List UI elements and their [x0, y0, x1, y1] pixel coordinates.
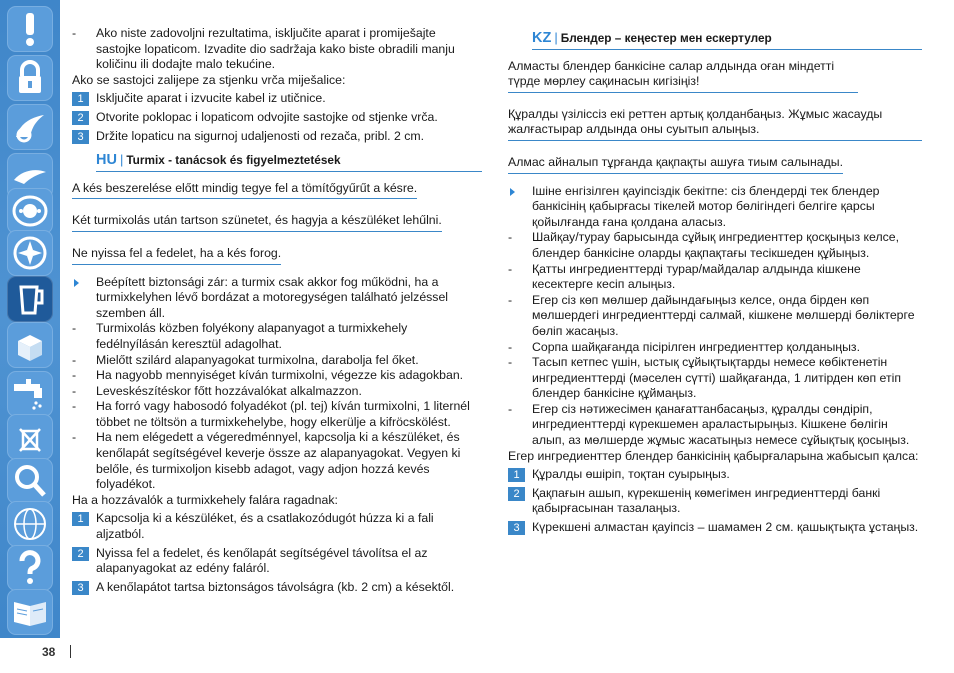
left-column	[72, 26, 482, 595]
magnifier-icon	[10, 461, 50, 501]
page-number: 38	[42, 645, 56, 659]
intro-dash: - Ako niste zadovoljni rezultatima, isključite aparat i promiješajte sastojke lopaticom. Izvadite dio sadržaja kako biste obradili manju količinu ili dodajte malo tekućine.	[72, 26, 482, 73]
tab-blade[interactable]	[7, 104, 53, 150]
triangle-bullet-icon	[74, 279, 79, 287]
tab-troubleshooting[interactable]	[7, 458, 53, 504]
kz-warning-1: Алмасты блендер банкісіне салар алдында оған міндетті түрде мөрлеу сақинасын кигізіңіз!	[508, 59, 858, 93]
kz-step-2: 2 Қақпағын ашып, күрекшенің көмегімен ингредиенттерді банкі қабырғасынан тазалаңыз.	[508, 486, 922, 517]
kz-warning-3: Алмас айналып тұрғанда қақпақты ашуға тиым салынады.	[508, 155, 843, 174]
hr-step-3: 3 Držite lopaticu na sigurnoj udaljenosti od rezača, pribl. 2 cm.	[72, 129, 482, 145]
blade-swirl-icon	[10, 107, 50, 147]
kz-warning-2: Құралды үзіліссіз екі реттен артық қолданбаңыз. Жұмыс жасауды жалғастырар алдында оны суытып алыңыз.	[508, 107, 922, 141]
lock-icon	[10, 58, 50, 98]
kz-dash-6: - Егер сіз нәтижесімен қанағаттанбасаңыз, құралды сөндіріп, ингредиенттерді күрекшемен араластырыңыз. Кішкене бөлігін алып, аз мөлшерде жұмыс жасатыңыз немесе сұйықтық қосыңыз.	[508, 402, 922, 449]
tab-motor[interactable]	[7, 188, 53, 234]
kz-section-heading: KZ | Блендер – кеңестер мен ескертулер	[532, 30, 922, 50]
hu-dash-5: - Ha forró vagy habosodó folyadékot (pl. tej) kíván turmixolni, 1 liternél többet ne töltsön a turmixkehelybe, hogy elkerülje a kifröcskölést.	[72, 399, 482, 430]
kz-bullet: Ішіне енгізілген қауіпсіздік бекітпе: сіз блендерді тек блендер банкісінің қабырғасы тікелей мотор бөлігіндегі белгіге қарсы қойылғанда ғана қолдана аласыз.	[508, 184, 922, 231]
exclamation-icon	[10, 9, 50, 49]
hu-dash-3: - Ha nagyobb mennyiséget kíván turmixolni, végezze kis adagokban.	[72, 368, 482, 384]
triangle-bullet-icon	[510, 188, 515, 196]
kz-dash-2: - Қатты ингредиенттерді турар/майдалар алдында кішкене кесектерге кесіп алыңыз.	[508, 262, 922, 293]
intro-note: Ako se sastojci zalijepe za stjenku vrča miješalice:	[72, 72, 346, 87]
world-icon	[10, 504, 50, 544]
kz-dash-3: - Егер сіз көп мөлшер дайындағыңыз келсе, онда бірден көп мөлшердегі ингредиенттерді салмай, кішкене мөлшерді бөліктерге бөліп жасаңыз.	[508, 293, 922, 340]
tab-warning[interactable]	[7, 6, 53, 52]
hu-dash-2: - Mielőtt szilárd alapanyagokat turmixolna, darabolja fel őket.	[72, 353, 482, 369]
bin-icon	[10, 417, 50, 457]
book-icon	[10, 592, 50, 632]
kz-step-3: 3 Күрекшені алмастан қауіпсіз – шамамен 2 см. қашықтықта ұстаңыз.	[508, 520, 922, 536]
sidebar	[0, 0, 60, 638]
tab-environment[interactable]	[7, 414, 53, 460]
hu-step-1: 1 Kapcsolja ki a készüléket, és a csatlakozódugót húzza ki a fali aljzatból.	[72, 511, 482, 542]
kz-dash-4: - Сорпа шайқағанда пісірілген ингредиенттер қолданыңыз.	[508, 340, 922, 356]
tab-safety[interactable]	[7, 55, 53, 101]
right-column	[508, 30, 922, 536]
hu-bullet: Beépített biztonsági zár: a turmix csak akkor fog működni, ha a turmixkelyhen lévő bordázat a motoregységen található jelzéssel szemben áll.	[72, 275, 482, 322]
hu-note: Ha a hozzávalók a turmixkehely falára ragadnak:	[72, 492, 338, 507]
tap-icon	[10, 374, 50, 414]
hu-dash-1: - Turmixolás közben folyékony alapanyagot a turmixkehely fedélnyílásán keresztül adagolhat.	[72, 321, 482, 352]
kz-step-1: 1 Құралды өшіріп, тоқтан суырыңыз.	[508, 467, 922, 483]
tab-guarantee[interactable]	[7, 501, 53, 547]
jug-icon	[10, 279, 50, 319]
hu-warning-3: Ne nyissa fel a fedelet, ha a kés forog.	[72, 246, 281, 265]
kz-dash-1: - Шайқау/турау барысында сұйық ингредиенттер қосқыңыз келсе, блендер банкісіне оларды қақпақтағы тесікшеден құйыңыз.	[508, 230, 922, 261]
tab-cleaning[interactable]	[7, 371, 53, 417]
hu-dash-4: - Leveskészítéskor főtt hozzávalókat alkalmazzon.	[72, 384, 482, 400]
hu-dash-6: - Ha nem elégedett a végeredménnyel, kapcsolja ki a készüléket, és kenőlapát segítségével keverje össze az alapanyagokat. Vegyen ki belőle, és turmixoljon kisebb adagot, vagy adjon hozzá kevés folyadékot.	[72, 430, 482, 492]
hu-section-heading: HU | Turmix - tanácsok és figyelmeztetések	[96, 152, 482, 172]
fan-icon	[10, 233, 50, 273]
hu-step-2: 2 Nyissa fel a fedelet, és kenőlapát segítségével távolítsa el az alapanyagokat az edény faláról.	[72, 546, 482, 577]
kz-note: Егер ингредиенттер блендер банкісінің қабырғаларына жабысып қалса:	[508, 448, 919, 463]
tab-recipes[interactable]	[7, 589, 53, 635]
hu-step-3: 3 A kenőlapátot tartsa biztonságos távolságra (kb. 2 cm) a késektől.	[72, 580, 482, 596]
motor-dial-icon	[10, 191, 50, 231]
hr-step-2: 2 Otvorite poklopac i lopaticom odvojite sastojke od stjenke vrča.	[72, 110, 482, 126]
page-number-divider	[70, 645, 71, 658]
hu-warning-1: A kés beszerelése előtt mindig tegye fel a tömítőgyűrűt a késre.	[72, 181, 417, 200]
tab-questions[interactable]	[7, 545, 53, 591]
kz-dash-5: - Тасып кетпес үшін, ыстық сұйықтықтарды немесе көбіктенетін ингредиенттерді (мәселен сүтті) шайқағанда, 1 литірден көп етіп блендер банкісіне құймаңыз.	[508, 355, 922, 402]
tab-accessories[interactable]	[7, 230, 53, 276]
tab-storage[interactable]	[7, 322, 53, 368]
storage-box-icon	[10, 325, 50, 365]
hu-warning-2: Két turmixolás után tartson szünetet, és hagyja a készüléket lehűlni.	[72, 213, 442, 232]
tab-blender-jug[interactable]	[7, 276, 53, 322]
question-icon	[10, 548, 50, 588]
hr-step-1: 1 Isključite aparat i izvucite kabel iz utičnice.	[72, 91, 482, 107]
